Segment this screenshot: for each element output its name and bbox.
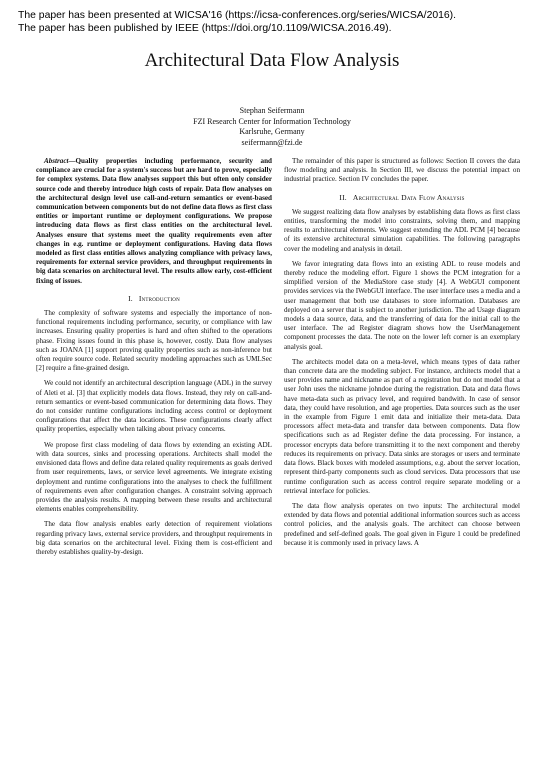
section-number: II. xyxy=(339,192,347,202)
paragraph: We suggest realizing data flow analyses by establishing data flows as first class entities, transforming the model into constraints, solving them, and mapping results to architectural elements. We suggest extending the ADL PCM [4] because of its extensive architectural simulation capabilities. The following paragraphs cover the modeling and analysis in detail. xyxy=(284,207,520,253)
abstract-text: —Quality properties including performance, security and compliance are crucial for a system's success but are hard to prove, especially for complex systems. Data flow analyses support this but often only consider source code and thereby introduce high costs of repair. Data flow analyses on the architectural design level use call-and-return semantics or event-based communication between components but do not define data flows as first class entities or important runtime or deployment configurations. We propose introducing data flows as first class entities on the architectural level. Analyses ensure that systems meet the quality requirements even after changes in e.g. runtime or deployment configurations. Having data flows modeled as first class entities allows analyzing compliance with privacy laws, requirements for external service providers, and throughput requirements in big data scenarios on architectural level. The results allow early, cost-efficient fixing of issues. xyxy=(36,157,272,285)
paragraph: We propose first class modeling of data flows by extending an existing ADL with data sources, sinks and processing operations. Architects shall model the envisioned data flows and define data related quality requirements as goals derived from user requirements, laws, or service level agreements. We integrate existing deployment and runtime configurations into the analyses to check the fulfillment of requirements even after configuration changes. A constraint solving approach provides the analysis results. A mapping between these results and architectural elements enables comprehensibility. xyxy=(36,440,272,514)
section-number: I. xyxy=(128,293,133,303)
author-name: Stephan Seifermann xyxy=(239,106,305,115)
section-heading-architectural-data-flow-analysis xyxy=(284,193,520,202)
right-column xyxy=(284,157,520,554)
author-email: seifermann@fzi.de xyxy=(241,137,303,147)
notice-line-presented: The paper has been presented at WICSA'16 (https://icsa-conferences.org/series/WICSA/2016). xyxy=(18,10,457,21)
paragraph: The remainder of this paper is structured as follows: Section II covers the data flow modeling and analysis. In Section III, we discuss the potential impact on industrial practice. Section IV concludes the paper. xyxy=(284,157,520,184)
publication-notice xyxy=(18,10,528,35)
paper-title: Architectural Data Flow Analysis xyxy=(144,50,400,71)
paragraph: The data flow analysis operates on two inputs: The architectural model extended by data flows and potential additional information sources such as access control policies, and the analysis goals. The architect can choose between predefined and self-defined goals. The goal given in Figure 1 could be predefined because it is commonly used in privacy laws. A xyxy=(284,501,520,547)
paragraph: The architects model data on a meta-level, which means types of data rather than concrete data are the modeling subject. For instance, architects model that a user provides name and nickname as part of a registration but do not model that a user John uses the nickname johndoe during the registration. Data and data flows have meta-data such as privacy level, and required bandwith. In case of sensor data, they could have resolution, and age properties. Data sources such as the user in the example from Figure 1 emit data and initialize their meta-data. Data processors affect meta-data and transfer data between components. Data flow specifications such as ad Register define the data processing. For instance, a processor encrypts data before transmitting it to the next component and thereby reduces its requirements on privacy. Data sinks are storages or users and terminate data flows. Black boxes with modeled assumptions, e.g. about the server location, represent third-party components such as cloud services. Data processors that use runtime configuration such as access control require separate modeling or a retrieval interface for policies. xyxy=(284,357,520,495)
section-title: Introduction xyxy=(138,293,180,303)
abstract xyxy=(36,157,272,286)
notice-line-published: The paper has been published by IEEE (https://doi.org/10.1109/WICSA.2016.49). xyxy=(18,22,392,34)
paragraph: We could not identify an architectural description language (ADL) in the survey of Aleti et al. [3] that explicitly models data flows. Instead, they rely on call-and-return semantics or event-based communication for determining data flows. They do not consider runtime configurations including access control or deployment configurations that affect the data locations. These configurations clearly affect quality properties, especially when talking about privacy concerns. xyxy=(36,379,272,434)
abstract-lead: Abstract xyxy=(44,157,69,165)
left-column xyxy=(36,157,272,563)
paragraph: The complexity of software systems and especially the importance of non-functional requirements including performance, security, or compliance with law increases. Ensuring quality properties is hard and often shifted to the operations phase. Fixing issues found in this phase is, however, costly. Data flow analyses such as JOANA [1] support proving quality properties such as non-inference but often require source code. Related security modeling approaches such as UMLSec [2] require a fine-grained design. xyxy=(36,309,272,373)
paragraph: We favor integrating data flows into an existing ADL to reuse models and thereby reduce the modeling effort. Figure 1 shows the PCM integration for a simplified version of the MediaStore case study [4]. A WebGUI component provides services via the IWebGUI interface. The user interface uses a media and a user management that both use databases to store information. Databases are deployed on a server that is subject to another jurisdiction. The ad Usage diagram models a data source, data, and the transferring of data for the initial call to the user interface. The ad Register diagram shows how the UserManagement component processes the data. The note on the lower left corner is an exemplary analysis goal. xyxy=(284,259,520,351)
author-block xyxy=(0,106,544,148)
section-heading-introduction xyxy=(36,294,272,303)
author-affiliation: FZI Research Center for Information Technology xyxy=(193,116,351,126)
author-location: Karlsruhe, Germany xyxy=(239,127,305,137)
paragraph: The data flow analysis enables early detection of requirement violations regarding privacy laws, external service providers, and throughput requirements in big data scenarios on the architectural level. Fixing them is cost-efficient and thereby establishes quality-by-design. xyxy=(36,520,272,556)
section-title: Architectural Data Flow Analysis xyxy=(352,192,465,202)
